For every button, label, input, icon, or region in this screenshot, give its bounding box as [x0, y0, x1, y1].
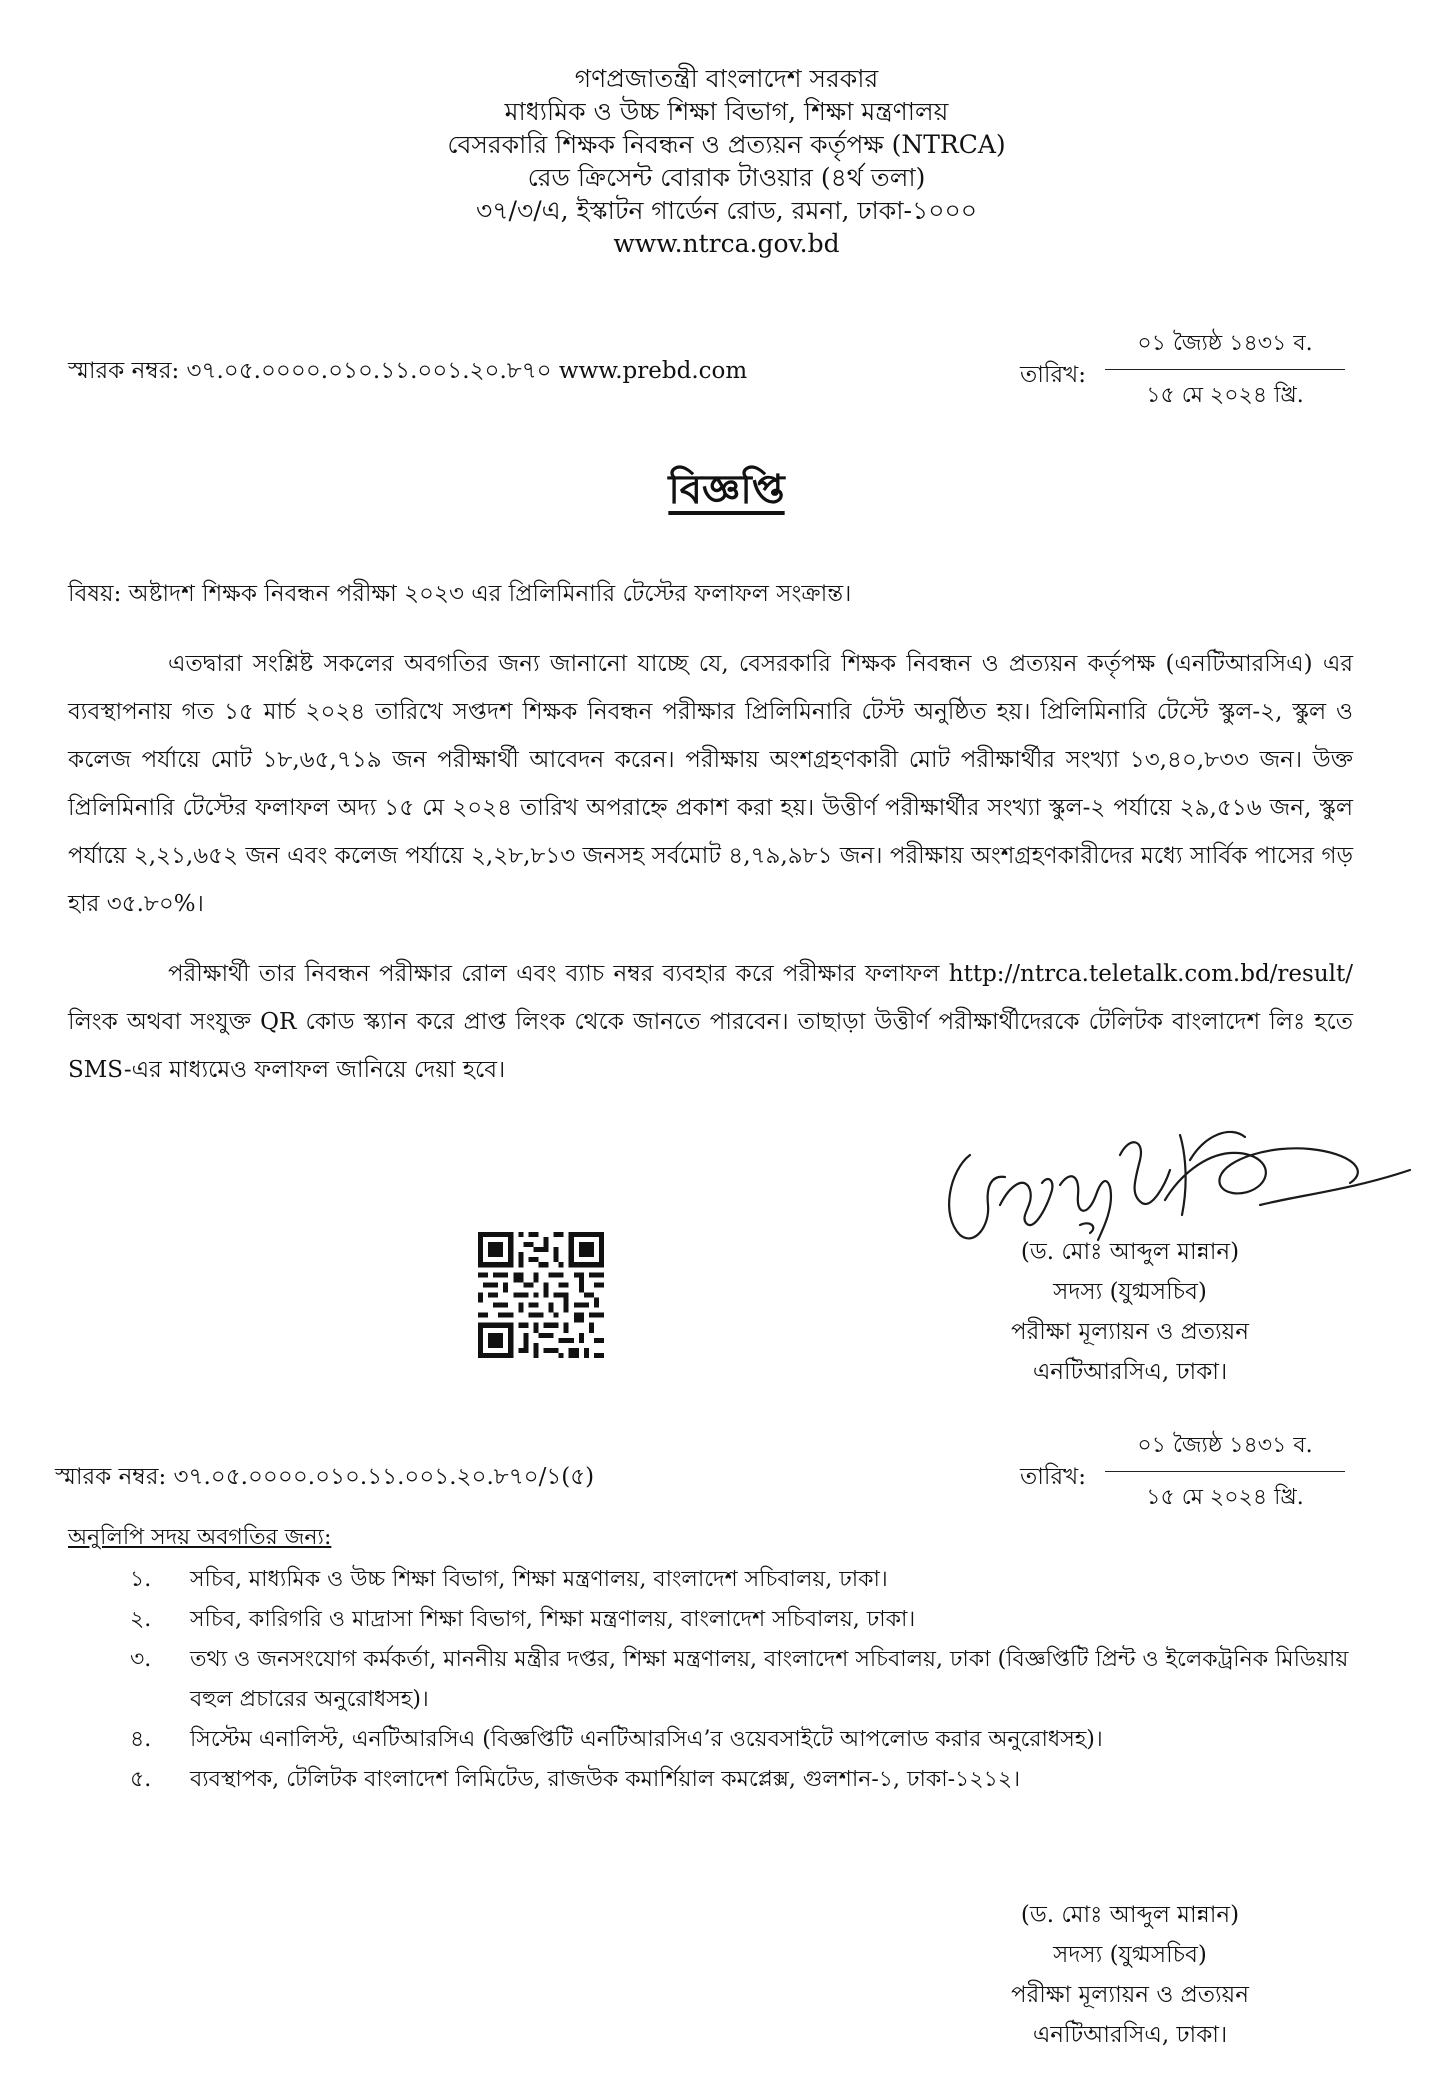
- memo-date-copy: [1105, 1428, 1345, 1517]
- date-gregorian: ১৫ মে ২০২৪ খ্রি.: [1146, 383, 1304, 408]
- letterhead: [0, 62, 1453, 260]
- notice-title: [0, 458, 1453, 525]
- signatory-org-copy: এনটিআরসিএ, ঢাকা।: [1032, 2022, 1228, 2048]
- signatory-name: (ড. মোঃ আব্দুল মান্নান): [1020, 1239, 1240, 1265]
- copy-list: [130, 1560, 1360, 1800]
- subject-line: বিষয়: অষ্টাদশ শিক্ষক নিবন্ধন পরীক্ষা ২০২৩ এর প্রিলিমিনারি টেস্টের ফলাফল সংক্রান্ত।: [68, 581, 852, 607]
- signatory-dept: পরীক্ষা মূল্যায়ন ও প্রত্যয়ন: [1011, 1319, 1249, 1345]
- list-item: ৪. সিস্টেম এনালিস্ট, এনটিআরসিএ (বিজ্ঞপ্তিটি এনটিআরসিএ’র ওয়েবসাইটে আপলোড করার অনুরোধসহ)।: [130, 1727, 1103, 1752]
- signatory-block-copy: [980, 1895, 1280, 2055]
- date-gregorian-copy: ১৫ মে ২০২৪ খ্রি.: [1146, 1485, 1304, 1510]
- notice-title-text: বিজ্ঞপ্তি: [668, 466, 785, 513]
- signatory-name-copy: (ড. মোঃ আব্দুল মান্নান): [1020, 1902, 1240, 1928]
- memo-number-copy: স্মারক নম্বর: ৩৭.০৫.০০০০.০১০.১১.০০১.২০.৮৭০/১(৫): [55, 1464, 595, 1490]
- date-bangla-copy: ০১ জ্যৈষ্ঠ ১৪৩১ ব.: [1105, 1428, 1345, 1472]
- qr-code-icon: [478, 1232, 604, 1358]
- signatory-title: সদস্য (যুগ্মসচিব): [1053, 1279, 1207, 1305]
- office-building: রেড ক্রিসেন্ট বোরাক টাওয়ার (৪র্থ তলা): [527, 163, 926, 192]
- govt-name: গণপ্রজাতন্ত্রী বাংলাদেশ সরকার: [574, 64, 879, 93]
- copy-heading: অনুলিপি সদয় অবগতির জন্য:: [68, 1525, 332, 1550]
- list-item: ১. সচিব, মাধ্যমিক ও উচ্চ শিক্ষা বিভাগ, শিক্ষা মন্ত্রণালয়, বাংলাদেশ সচিবালয়, ঢাকা।: [130, 1567, 888, 1592]
- body-paragraph-1: এতদ্বারা সংশ্লিষ্ট সকলের অবগতির জন্য জানানো যাচ্ছে যে, বেসরকারি শিক্ষক নিবন্ধন ও প্রত্যয়ন কর্তৃপক্ষ (এনটিআরসিএ) এর ব্যবস্থাপনায় গত ১৫ মার্চ ২০২৪ তারিখে সপ্তদশ শিক্ষক নিবন্ধন পরীক্ষার প্রিলিমিনারি টেস্ট অনুষ্ঠিত হয়। প্রিলিমিনারি টেস্টে স্কুল-২, স্কুল ও কলেজ পর্যায়ে মোট ১৮,৬৫,৭১৯ জন পরীক্ষার্থী আবেদন করেন। পরীক্ষায় অংশগ্রহণকারী মোট পরীক্ষার্থীর সংখ্যা ১৩,৪০,৮৩৩ জন। উক্ত প্রিলিমিনারি টেস্টের ফলাফল অদ্য ১৫ মে ২০২৪ তারিখ অপরাহ্নে প্রকাশ করা হয়। উত্তীর্ণ পরীক্ষার্থীর সংখ্যা স্কুল-২ পর্যায়ে ২৯,৫১৬ জন, স্কুল পর্যায়ে ২,২১,৬৫২ জন এবং কলেজ পর্যায়ে ২,২৮,৮১৩ জনসহ সর্বমোট ৪,৭৯,৯৮১ জন। পরীক্ষায় অংশগ্রহণকারীদের মধ্যে সার্বিক পাসের গড় হার ৩৫.৮০%।: [68, 651, 1353, 917]
- date-bangla: ০১ জ্যৈষ্ঠ ১৪৩১ ব.: [1105, 326, 1345, 370]
- memo-date: [1105, 326, 1345, 415]
- memo-number: স্মারক নম্বর: ৩৭.০৫.০০০০.০১০.১১.০০১.২০.৮৭০ www.prebd.com: [68, 358, 748, 384]
- website-link[interactable]: www.ntrca.gov.bd: [613, 229, 840, 258]
- signatory-dept-copy: পরীক্ষা মূল্যায়ন ও প্রত্যয়ন: [1011, 1982, 1249, 2008]
- division-name: মাধ্যমিক ও উচ্চ শিক্ষা বিভাগ, শিক্ষা মন্ত্রণালয়: [504, 97, 949, 126]
- signatory-org: এনটিআরসিএ, ঢাকা।: [1032, 1359, 1228, 1385]
- body-paragraph-2: পরীক্ষার্থী তার নিবন্ধন পরীক্ষার রোল এবং ব্যাচ নম্বর ব্যবহার করে পরীক্ষার ফলাফল http://ntrca.teletalk.com.bd/result/ লিংক অথবা সংযুক্ত QR কোড স্ক্যান করে প্রাপ্ত লিংক থেকে জানতে পারবেন। তাছাড়া উত্তীর্ণ পরীক্ষার্থীদেরকে টেলিটক বাংলাদেশ লিঃ হতে SMS-এর মাধ্যমেও ফলাফল জানিয়ে দেয়া হবে।: [68, 961, 1353, 1083]
- date-label: তারিখ:: [1020, 362, 1087, 388]
- list-item: ৫. ব্যবস্থাপক, টেলিটক বাংলাদেশ লিমিটেড, রাজউক কমার্শিয়াল কমপ্লেক্স, গুলশান-১, ঢাকা-১২১২।: [130, 1767, 1021, 1792]
- date-label-copy: তারিখ:: [1020, 1464, 1087, 1490]
- office-address: ৩৭/৩/এ, ইস্কাটন গার্ডেন রোড, রমনা, ঢাকা-১০০০: [476, 196, 977, 225]
- signatory-title-copy: সদস্য (যুগ্মসচিব): [1053, 1942, 1207, 1968]
- list-item: ৩. তথ্য ও জনসংযোগ কর্মকর্তা, মাননীয় মন্ত্রীর দপ্তর, শিক্ষা মন্ত্রণালয়, বাংলাদেশ সচিবালয়, ঢাকা (বিজ্ঞপ্তিটি প্রিন্ট ও ইলেকট্রনিক মিডিয়ায় বহুল প্রচারের অনুরোধসহ)।: [130, 1647, 1349, 1712]
- list-item: ২. সচিব, কারিগরি ও মাদ্রাসা শিক্ষা বিভাগ, শিক্ষা মন্ত্রণালয়, বাংলাদেশ সচিবালয়, ঢাকা।: [130, 1607, 916, 1632]
- authority-name: বেসরকারি শিক্ষক নিবন্ধন ও প্রত্যয়ন কর্তৃপক্ষ (NTRCA): [447, 130, 1006, 159]
- signatory-block: [980, 1232, 1280, 1392]
